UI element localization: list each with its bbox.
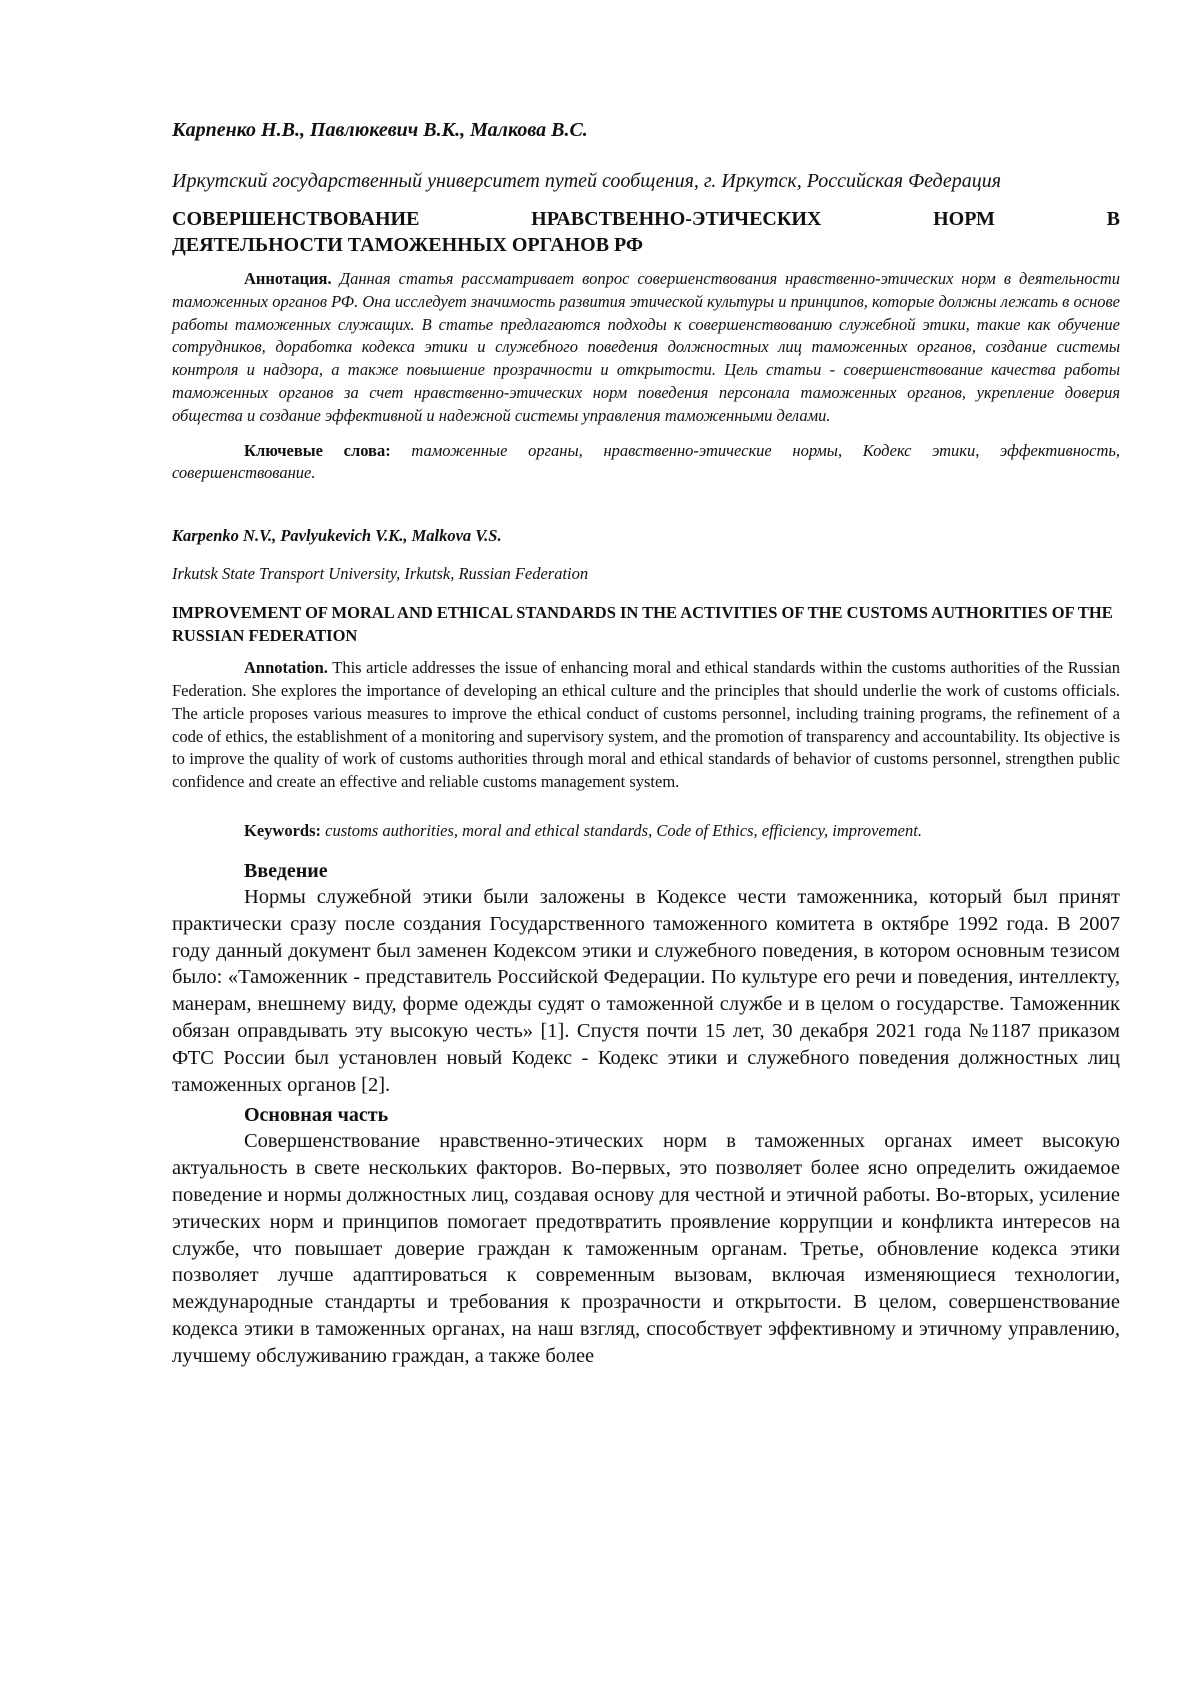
keywords-en-label: Keywords: bbox=[244, 820, 321, 840]
section-heading-intro: Введение bbox=[244, 859, 328, 882]
title-ru bbox=[172, 206, 1120, 258]
paper-page bbox=[172, 118, 1120, 1370]
intro-paragraph: Нормы служебной этики были заложены в Кодексе чести таможенника, который был принят практически сразу после создания Государственного таможенного комитета в октябре 1992 года. В 2007 году данный документ был заменен Кодексом этики и служебного поведения, в котором основным тезисом было: «Таможенник - представитель Российской Федерации. По культуре его речи и поведения, интеллекту, манерам, внешнему виду, форме одежды судят о таможенной службе и в целом о государстве. Таможенник обязан оправдывать эту высокую честь» [1]. Спустя почти 15 лет, 30 декабря 2021 года №1187 приказом ФТС России был установлен новый Кодекс - Кодекс этики и служебного поведения должностных лиц таможенных органов [2]. bbox=[172, 885, 1120, 1096]
keywords-en-text: customs authorities, moral and ethical standards, Code of Ethics, efficiency, improvement. bbox=[325, 820, 922, 840]
affiliation-ru: Иркутский государственный университет путей сообщения, г. Иркутск, Российская Федерация bbox=[172, 170, 1002, 192]
authors-en: Karpenko N.V., Pavlyukevich V.K., Malkova V.S. bbox=[172, 526, 502, 546]
title-ru-line-2: ДЕЯТЕЛЬНОСТИ ТАМОЖЕННЫХ ОРГАНОВ РФ bbox=[172, 234, 644, 256]
section-heading-main: Основная часть bbox=[244, 1104, 389, 1127]
title-ru-word: НОРМ bbox=[933, 208, 995, 230]
title-ru-word: СОВЕРШЕНСТВОВАНИЕ bbox=[172, 208, 420, 230]
annotation-en bbox=[172, 657, 1120, 794]
title-ru-word: В bbox=[1106, 208, 1120, 230]
keywords-ru-label: Ключевые слова: bbox=[244, 440, 391, 460]
annotation-ru bbox=[172, 268, 1120, 428]
title-en: IMPROVEMENT OF MORAL AND ETHICAL STANDARDS IN THE ACTIVITIES OF THE CUSTOMS AUTHORITIES OF THE RUSSIAN FEDERATION bbox=[172, 603, 1113, 646]
annotation-ru-label: Аннотация. bbox=[244, 269, 332, 288]
keywords-ru-text: таможенные органы, нравственно-этические нормы, Кодекс этики, эффективность, совершенствование. bbox=[172, 440, 1121, 483]
authors-ru: Карпенко Н.В., Павлюкевич В.К., Малкова В.С. bbox=[172, 119, 588, 141]
keywords-en bbox=[172, 820, 1120, 842]
keywords-ru bbox=[172, 440, 1120, 486]
title-ru-word: НРАВСТВЕННО-ЭТИЧЕСКИХ bbox=[531, 208, 822, 230]
main-paragraph: Совершенствование нравственно-этических норм в таможенных органах имеет высокую актуальность в свете нескольких факторов. Во-первых, это позволяет более ясно определить ожидаемое поведение и нормы должностных лиц, создавая основу для честной и этичной работы. Во-вторых, усиление этических норм и принципов помогает предотвратить проявление коррупции и конфликта интересов на службе, что повышает доверие граждан к таможенным органам. Третье, обновление кодекса этики позволяет лучше адаптироваться к современным вызовам, включая изменяющиеся технологии, международные стандарты и требования к прозрачности и открытости. В целом, совершенствование кодекса этики в таможенных органах, на наш взгляд, способствует эффективному и этичному управлению, лучшему обслуживанию граждан, а также более bbox=[172, 1130, 1120, 1367]
affiliation-en: Irkutsk State Transport University, Irkutsk, Russian Federation bbox=[172, 564, 589, 584]
annotation-ru-text: Данная статья рассматривает вопрос совершенствования нравственно-этических норм в деятельности таможенных органов РФ. Она исследует значимость развития этической культуры и принципов, которые должны лежать в основе работы таможенных служащих. В статье предлагаются подходы к совершенствованию служебной этики, такие как обучение сотрудников, доработка кодекса этики и служебного поведения должностных лиц таможенных органов, создание системы контроля и надзора, а также повышение прозрачности и открытости. Цель статьи - совершенствование качества работы таможенных органов за счет нравственно-этических норм поведения персонала таможенных органов, укрепление доверия общества и создание эффективной и надежной системы управления таможенными делами. bbox=[172, 269, 1120, 425]
annotation-en-label: Annotation. bbox=[244, 658, 328, 678]
annotation-en-text: This article addresses the issue of enhancing moral and ethical standards within the customs authorities of the Russian Federation. She explores the importance of developing an ethical culture and the principles that should underlie the work of customs officials. The article proposes various measures to improve the ethical conduct of customs personnel, including training programs, the refinement of a code of ethics, the establishment of a monitoring and supervisory system, and the promotion of transparency and accountability. Its objective is to improve the quality of work of customs authorities through moral and ethical standards of behavior of customs personnel, strengthen public confidence and create an effective and reliable customs management system. bbox=[172, 658, 1121, 792]
title-ru-line-1 bbox=[172, 206, 1120, 232]
